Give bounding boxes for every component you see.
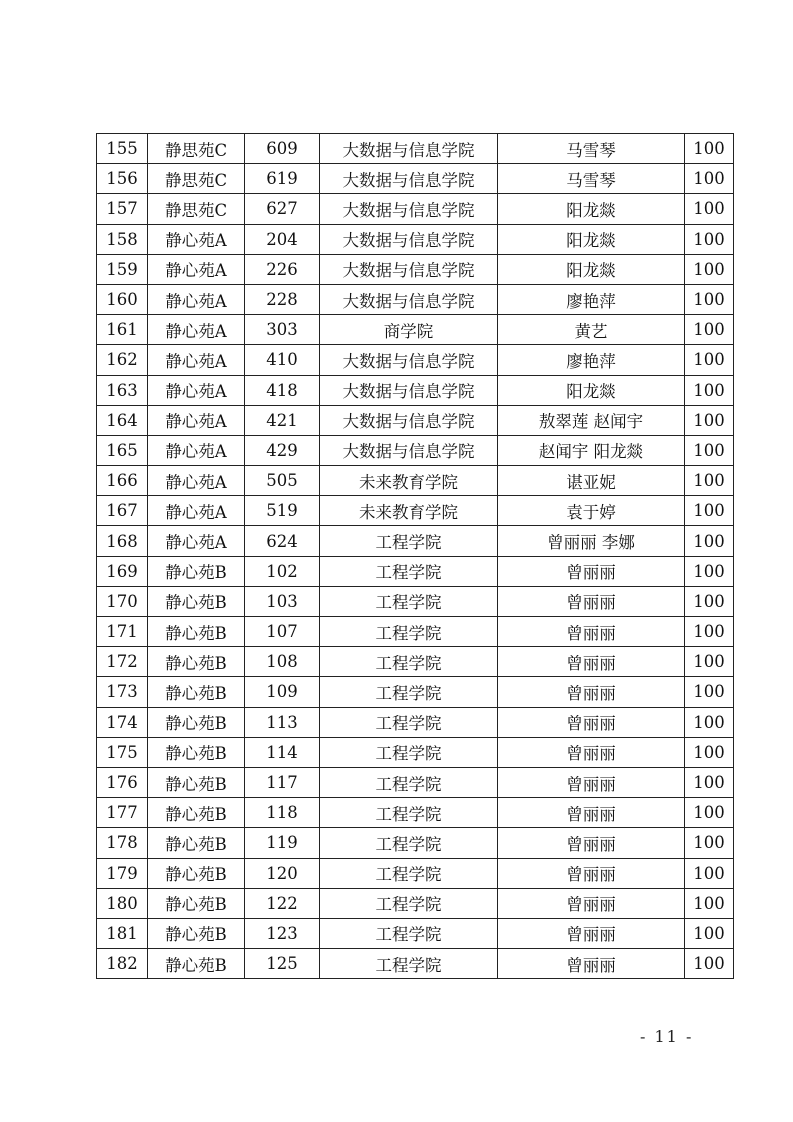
inspector-name-cell: 谌亚妮 — [498, 466, 685, 496]
table-row — [97, 767, 734, 797]
inspector-name-cell: 曾丽丽 — [498, 737, 685, 767]
college-cell: 大数据与信息学院 — [320, 164, 498, 194]
college-cell: 大数据与信息学院 — [320, 194, 498, 224]
score-cell: 100 — [685, 918, 734, 948]
table-row — [97, 164, 734, 194]
building-cell: 静心苑A — [148, 254, 245, 284]
building-cell: 静思苑C — [148, 134, 245, 164]
room-number-cell: 519 — [245, 496, 320, 526]
college-cell: 工程学院 — [320, 798, 498, 828]
college-cell: 大数据与信息学院 — [320, 134, 498, 164]
room-number-cell: 627 — [245, 194, 320, 224]
row-number-cell: 176 — [97, 767, 148, 797]
room-number-cell: 418 — [245, 375, 320, 405]
building-cell: 静心苑B — [148, 888, 245, 918]
building-cell: 静心苑B — [148, 949, 245, 979]
college-cell: 工程学院 — [320, 586, 498, 616]
college-cell: 工程学院 — [320, 677, 498, 707]
building-cell: 静思苑C — [148, 194, 245, 224]
score-cell: 100 — [685, 888, 734, 918]
score-cell: 100 — [685, 194, 734, 224]
table-row — [97, 375, 734, 405]
row-number-cell: 157 — [97, 194, 148, 224]
room-number-cell: 108 — [245, 647, 320, 677]
room-number-cell: 125 — [245, 949, 320, 979]
inspector-name-cell: 曾丽丽 — [498, 677, 685, 707]
score-cell: 100 — [685, 315, 734, 345]
table-row — [97, 918, 734, 948]
inspector-name-cell: 曾丽丽 — [498, 556, 685, 586]
row-number-cell: 164 — [97, 405, 148, 435]
row-number-cell: 158 — [97, 224, 148, 254]
table-row — [97, 586, 734, 616]
score-cell: 100 — [685, 677, 734, 707]
inspector-name-cell: 曾丽丽 — [498, 586, 685, 616]
building-cell: 静心苑A — [148, 315, 245, 345]
building-cell: 静心苑B — [148, 798, 245, 828]
room-number-cell: 505 — [245, 466, 320, 496]
room-number-cell: 109 — [245, 677, 320, 707]
row-number-cell: 171 — [97, 617, 148, 647]
building-cell: 静心苑A — [148, 224, 245, 254]
score-cell: 100 — [685, 405, 734, 435]
row-number-cell: 180 — [97, 888, 148, 918]
college-cell: 工程学院 — [320, 858, 498, 888]
building-cell: 静心苑A — [148, 284, 245, 314]
inspector-name-cell: 敖翠莲 赵闻宇 — [498, 405, 685, 435]
score-cell: 100 — [685, 134, 734, 164]
college-cell: 工程学院 — [320, 707, 498, 737]
score-cell: 100 — [685, 254, 734, 284]
page-number: - 11 - — [640, 1027, 694, 1046]
table-row — [97, 677, 734, 707]
score-cell: 100 — [685, 224, 734, 254]
inspector-name-cell: 曾丽丽 — [498, 767, 685, 797]
score-cell: 100 — [685, 496, 734, 526]
inspector-name-cell: 赵闻宇 阳龙燚 — [498, 435, 685, 465]
score-cell: 100 — [685, 858, 734, 888]
score-cell: 100 — [685, 949, 734, 979]
table-row — [97, 798, 734, 828]
row-number-cell: 167 — [97, 496, 148, 526]
room-number-cell: 303 — [245, 315, 320, 345]
inspector-name-cell: 曾丽丽 — [498, 949, 685, 979]
building-cell: 静心苑B — [148, 556, 245, 586]
score-cell: 100 — [685, 526, 734, 556]
table-body — [97, 134, 734, 979]
college-cell: 工程学院 — [320, 949, 498, 979]
college-cell: 大数据与信息学院 — [320, 405, 498, 435]
table-row — [97, 526, 734, 556]
row-number-cell: 170 — [97, 586, 148, 616]
row-number-cell: 175 — [97, 737, 148, 767]
inspector-name-cell: 马雪琴 — [498, 134, 685, 164]
building-cell: 静心苑B — [148, 918, 245, 948]
college-cell: 工程学院 — [320, 617, 498, 647]
row-number-cell: 160 — [97, 284, 148, 314]
inspector-name-cell: 廖艳萍 — [498, 284, 685, 314]
building-cell: 静心苑B — [148, 707, 245, 737]
college-cell: 工程学院 — [320, 556, 498, 586]
table-row — [97, 556, 734, 586]
table-row — [97, 617, 734, 647]
inspector-name-cell: 曾丽丽 — [498, 647, 685, 677]
row-number-cell: 169 — [97, 556, 148, 586]
college-cell: 大数据与信息学院 — [320, 224, 498, 254]
row-number-cell: 165 — [97, 435, 148, 465]
room-number-cell: 609 — [245, 134, 320, 164]
college-cell: 工程学院 — [320, 737, 498, 767]
building-cell: 静心苑B — [148, 647, 245, 677]
inspector-name-cell: 曾丽丽 — [498, 888, 685, 918]
room-number-cell: 114 — [245, 737, 320, 767]
college-cell: 工程学院 — [320, 888, 498, 918]
inspector-name-cell: 阳龙燚 — [498, 224, 685, 254]
inspector-name-cell: 廖艳萍 — [498, 345, 685, 375]
building-cell: 静心苑B — [148, 677, 245, 707]
building-cell: 静心苑B — [148, 767, 245, 797]
inspector-name-cell: 曾丽丽 李娜 — [498, 526, 685, 556]
college-cell: 工程学院 — [320, 767, 498, 797]
score-cell: 100 — [685, 737, 734, 767]
building-cell: 静心苑A — [148, 345, 245, 375]
row-number-cell: 177 — [97, 798, 148, 828]
score-cell: 100 — [685, 767, 734, 797]
row-number-cell: 172 — [97, 647, 148, 677]
score-cell: 100 — [685, 798, 734, 828]
table-row — [97, 435, 734, 465]
college-cell: 工程学院 — [320, 526, 498, 556]
room-number-cell: 118 — [245, 798, 320, 828]
table-row — [97, 134, 734, 164]
table-row — [97, 737, 734, 767]
row-number-cell: 173 — [97, 677, 148, 707]
row-number-cell: 181 — [97, 918, 148, 948]
building-cell: 静思苑C — [148, 164, 245, 194]
room-number-cell: 103 — [245, 586, 320, 616]
inspector-name-cell: 曾丽丽 — [498, 617, 685, 647]
building-cell: 静心苑A — [148, 405, 245, 435]
table-row — [97, 858, 734, 888]
row-number-cell: 168 — [97, 526, 148, 556]
college-cell: 工程学院 — [320, 647, 498, 677]
score-cell: 100 — [685, 164, 734, 194]
room-number-cell: 123 — [245, 918, 320, 948]
table-row — [97, 254, 734, 284]
college-cell: 未来教育学院 — [320, 466, 498, 496]
building-cell: 静心苑B — [148, 617, 245, 647]
table-row — [97, 496, 734, 526]
college-cell: 未来教育学院 — [320, 496, 498, 526]
room-number-cell: 122 — [245, 888, 320, 918]
college-cell: 大数据与信息学院 — [320, 254, 498, 284]
row-number-cell: 155 — [97, 134, 148, 164]
score-cell: 100 — [685, 586, 734, 616]
room-number-cell: 421 — [245, 405, 320, 435]
score-cell: 100 — [685, 556, 734, 586]
score-cell: 100 — [685, 828, 734, 858]
row-number-cell: 161 — [97, 315, 148, 345]
room-number-cell: 113 — [245, 707, 320, 737]
building-cell: 静心苑B — [148, 737, 245, 767]
inspector-name-cell: 黄艺 — [498, 315, 685, 345]
score-cell: 100 — [685, 707, 734, 737]
row-number-cell: 163 — [97, 375, 148, 405]
room-number-cell: 119 — [245, 828, 320, 858]
score-cell: 100 — [685, 375, 734, 405]
room-number-cell: 226 — [245, 254, 320, 284]
score-cell: 100 — [685, 466, 734, 496]
row-number-cell: 174 — [97, 707, 148, 737]
inspector-name-cell: 曾丽丽 — [498, 858, 685, 888]
building-cell: 静心苑A — [148, 435, 245, 465]
table-row — [97, 224, 734, 254]
building-cell: 静心苑A — [148, 375, 245, 405]
inspector-name-cell: 曾丽丽 — [498, 707, 685, 737]
row-number-cell: 166 — [97, 466, 148, 496]
college-cell: 大数据与信息学院 — [320, 435, 498, 465]
score-cell: 100 — [685, 435, 734, 465]
building-cell: 静心苑A — [148, 496, 245, 526]
table-row — [97, 405, 734, 435]
college-cell: 商学院 — [320, 315, 498, 345]
row-number-cell: 178 — [97, 828, 148, 858]
room-number-cell: 228 — [245, 284, 320, 314]
inspector-name-cell: 阳龙燚 — [498, 254, 685, 284]
table-row — [97, 828, 734, 858]
inspector-name-cell: 阳龙燚 — [498, 375, 685, 405]
dormitory-score-table-container — [96, 133, 731, 979]
table-row — [97, 284, 734, 314]
room-number-cell: 619 — [245, 164, 320, 194]
building-cell: 静心苑B — [148, 586, 245, 616]
room-number-cell: 102 — [245, 556, 320, 586]
table-row — [97, 194, 734, 224]
table-row — [97, 466, 734, 496]
building-cell: 静心苑A — [148, 466, 245, 496]
score-cell: 100 — [685, 345, 734, 375]
score-cell: 100 — [685, 617, 734, 647]
table-row — [97, 315, 734, 345]
row-number-cell: 182 — [97, 949, 148, 979]
table-row — [97, 345, 734, 375]
table-row — [97, 707, 734, 737]
row-number-cell: 179 — [97, 858, 148, 888]
college-cell: 大数据与信息学院 — [320, 345, 498, 375]
college-cell: 大数据与信息学院 — [320, 284, 498, 314]
room-number-cell: 429 — [245, 435, 320, 465]
building-cell: 静心苑B — [148, 858, 245, 888]
row-number-cell: 159 — [97, 254, 148, 284]
room-number-cell: 410 — [245, 345, 320, 375]
table-row — [97, 647, 734, 677]
building-cell: 静心苑B — [148, 828, 245, 858]
inspector-name-cell: 曾丽丽 — [498, 798, 685, 828]
college-cell: 工程学院 — [320, 828, 498, 858]
inspector-name-cell: 曾丽丽 — [498, 828, 685, 858]
row-number-cell: 156 — [97, 164, 148, 194]
row-number-cell: 162 — [97, 345, 148, 375]
room-number-cell: 204 — [245, 224, 320, 254]
score-cell: 100 — [685, 284, 734, 314]
inspector-name-cell: 曾丽丽 — [498, 918, 685, 948]
score-cell: 100 — [685, 647, 734, 677]
room-number-cell: 117 — [245, 767, 320, 797]
inspector-name-cell: 阳龙燚 — [498, 194, 685, 224]
inspector-name-cell: 袁于婷 — [498, 496, 685, 526]
room-number-cell: 107 — [245, 617, 320, 647]
table-row — [97, 949, 734, 979]
college-cell: 工程学院 — [320, 918, 498, 948]
dormitory-score-table — [96, 133, 734, 979]
room-number-cell: 624 — [245, 526, 320, 556]
table-row — [97, 888, 734, 918]
room-number-cell: 120 — [245, 858, 320, 888]
inspector-name-cell: 马雪琴 — [498, 164, 685, 194]
building-cell: 静心苑A — [148, 526, 245, 556]
college-cell: 大数据与信息学院 — [320, 375, 498, 405]
